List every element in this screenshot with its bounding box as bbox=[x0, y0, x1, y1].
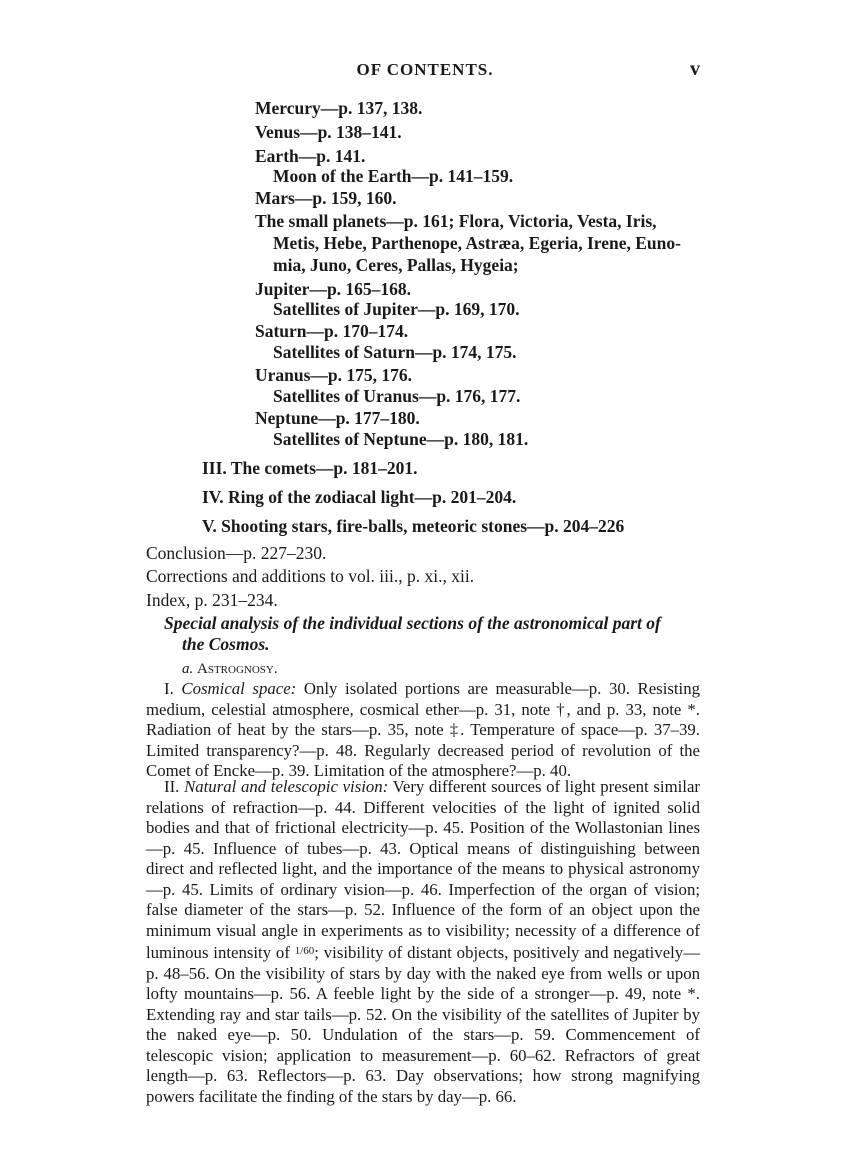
toc-entry: Jupiter—p. 165–168. bbox=[255, 279, 412, 299]
toc-entry: Satellites of Jupiter—p. 169, 170. bbox=[273, 299, 520, 319]
toc-entry: mia, Juno, Ceres, Pallas, Hygeia; bbox=[273, 255, 519, 275]
toc-entry: Neptune—p. 177–180. bbox=[255, 408, 420, 428]
special-analysis-heading: Special analysis of the individual sections of the astronomical part of bbox=[164, 613, 661, 633]
toc-entry: The small planets—p. 161; Flora, Victoria, Vesta, Iris, bbox=[255, 211, 657, 231]
toc-entry-corrections: Corrections and additions to vol. iii., p. xi., xii. bbox=[146, 566, 475, 586]
paragraph-text: Very different sources of light present similar relations of refraction—p. 44. Different velocities of the light of ignited solid bodies and that of frictional electricity—p. 45. Position of the Wollastonian lines—p. 45. Influence of tubes—p. 43. Optical means of distinguishing between direct and reflected light, and the importance of the means to physical astronomy—p. 45. Limits of ordinary vision—p. 46. Imperfection of the organ of vision; false diameter of the stars—p. 52. Influence of the form of an object upon the minimum visual angle in experiments as to visibility; necessity of a difference of luminous intensity of bbox=[146, 777, 700, 962]
paragraph-number: II. bbox=[164, 777, 180, 796]
toc-entry: Satellites of Neptune—p. 180, 181. bbox=[273, 429, 529, 449]
fraction: 1/60 bbox=[294, 945, 315, 957]
toc-entry: Venus—p. 138–141. bbox=[255, 122, 402, 142]
toc-entry: Moon of the Earth—p. 141–159. bbox=[273, 166, 514, 186]
paragraph-number: I. bbox=[164, 679, 174, 698]
paragraph-title: Cosmical space: bbox=[181, 679, 297, 698]
toc-entry-conclusion: Conclusion—p. 227–230. bbox=[146, 543, 327, 563]
page-number: v bbox=[690, 58, 700, 80]
subsection-letter: a. bbox=[182, 661, 194, 677]
toc-entry-index: Index, p. 231–234. bbox=[146, 590, 278, 610]
running-title: OF CONTENTS. bbox=[356, 60, 494, 79]
toc-entry: Uranus—p. 175, 176. bbox=[255, 365, 413, 385]
toc-entry: Metis, Hebe, Parthenope, Astræa, Egeria, Irene, Euno- bbox=[273, 233, 681, 253]
paragraph-cosmical-space bbox=[146, 679, 700, 782]
toc-entry: Satellites of Uranus—p. 176, 177. bbox=[273, 386, 521, 406]
toc-entry: Mercury—p. 137, 138. bbox=[255, 98, 423, 118]
subsection-title: Astrognosy. bbox=[197, 661, 278, 677]
paragraph-natural-vision bbox=[146, 777, 700, 1107]
running-header bbox=[0, 60, 850, 84]
toc-entry: Mars—p. 159, 160. bbox=[255, 188, 397, 208]
special-analysis-heading-cont: the Cosmos. bbox=[182, 634, 270, 654]
paragraph-text-cont: ; visibility of distant objects, positively and negatively—p. 48–56. On the visibility of stars by day with the naked eye from wells or upon lofty mountains—p. 56. A feeble light by the side of a stronger—p. 49, note *. Extending ray and star tails—p. 52. On the visibility of the satellites of Jupiter by the naked eye—p. 50. Undulation of the stars—p. 59. Commencement of telescopic vision; application to measurement—p. 60–62. Refractors of great length—p. 63. Reflectors—p. 63. Day observations; how strong magnifying powers facilitate the finding of the stars by day—p. 66. bbox=[146, 943, 700, 1106]
toc-entry: Earth—p. 141. bbox=[255, 146, 366, 166]
toc-section: IV. Ring of the zodiacal light—p. 201–204. bbox=[202, 487, 517, 507]
paragraph-text: Only isolated portions are measurable—p. 30. Resisting medium, celestial atmosphere, cosmical ether—p. 31, note †, and p. 33, note *. Radiation of heat by the stars—p. 35, note ‡. Temperature of space—p. 37–39. Limited transparency?—p. 48. Regularly decreased period of revolution of the Comet of Encke—p. 39. Limitation of the atmosphere?—p. 40. bbox=[146, 679, 701, 780]
toc-section: V. Shooting stars, fire-balls, meteoric stones—p. 204–226 bbox=[202, 516, 625, 536]
toc-section: III. The comets—p. 181–201. bbox=[202, 458, 418, 478]
toc-entry: Satellites of Saturn—p. 174, 175. bbox=[273, 342, 517, 362]
subsection-heading bbox=[182, 658, 278, 680]
paragraph-title: Natural and telescopic vision: bbox=[184, 777, 389, 796]
toc-entry: Saturn—p. 170–174. bbox=[255, 321, 409, 341]
